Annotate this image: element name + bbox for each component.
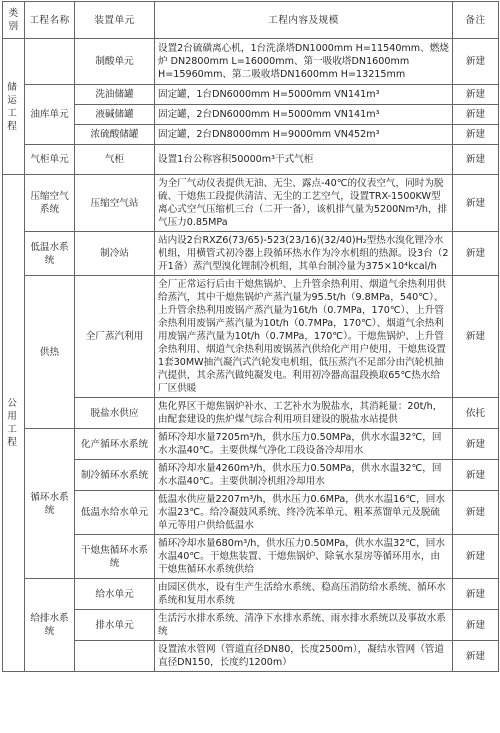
- note-cell: 新建: [453, 105, 499, 125]
- table-row: [3, 398, 499, 429]
- note-cell: 依托: [453, 398, 499, 429]
- note-cell: 新建: [453, 85, 499, 105]
- project-name-cell: 气柜单元: [25, 145, 75, 175]
- header-category: 类别: [3, 2, 25, 39]
- note-cell: 新建: [453, 641, 499, 672]
- content-cell: 焦化界区干熄焦锅炉补水、工艺补水为脱盐水，其消耗量：20t/h，由配套建设的焦炉煤气综合利用项目建设的脱盐水站提供: [155, 398, 453, 429]
- note-cell: 新建: [453, 125, 499, 145]
- unit-cell: 化产循环水系统: [75, 429, 155, 460]
- engineering-content-table: [2, 1, 499, 672]
- header-unit: 装置单元: [75, 2, 155, 39]
- content-cell: 固定罐，2台DN6000mm H=5000mm VN141m³: [155, 105, 453, 125]
- table-row: [3, 641, 499, 672]
- table-row: [3, 276, 499, 398]
- project-name-cell: 循环水系统: [25, 429, 75, 579]
- project-name-cell: 压缩空气系统: [25, 175, 75, 232]
- table-row: [3, 175, 499, 232]
- note-cell: 新建: [453, 39, 499, 85]
- note-cell: 新建: [453, 175, 499, 232]
- note-cell: 新建: [453, 232, 499, 276]
- header-project-name: 工程名称: [25, 2, 75, 39]
- content-cell: 低温水供应量2207m³/h，供水压力0.6MPa，供水水温16℃，回水水温23℃。给冷凝鼓风系统、终冷洗苯单元、粗苯蒸馏单元及脱硫单元等用户供给低温水: [155, 491, 453, 535]
- content-cell: 为全厂气动仪表提供无油、无尘、露点-40℃的仪表空气，同时为脱硫、干熄焦工段提供清洁、无尘的工艺空气，设置TRX-1500KW型离心式空气压缩机三台（二开一备），该机排气量为5200Nm³/h，排气压力0.85MPa: [155, 175, 453, 232]
- project-name-cell: 给排水系统: [25, 579, 75, 672]
- content-cell: 站内设2台RXZ6(73/65)-523(23/16)(32/40)H₂型热水溴化锂冷水机组，用横管式初冷器上段循环热水作为冷水机组的热源。设3台（2开1备）蒸汽型溴化锂制冷机组，其单台制冷量为375×10⁴kcal/h: [155, 232, 453, 276]
- unit-cell: 洗油储罐: [75, 85, 155, 105]
- note-cell: 新建: [453, 610, 499, 641]
- unit-cell: 气柜: [75, 145, 155, 175]
- note-cell: 新建: [453, 491, 499, 535]
- content-cell: 生活污水排水系统、清净下水排水系统、雨水排水系统以及事故水系统: [155, 610, 453, 641]
- table-row: [3, 85, 499, 105]
- note-cell: 新建: [453, 460, 499, 491]
- content-cell: 固定罐，1台DN6000mm H=5000mm VN141m³: [155, 85, 453, 105]
- project-name-cell: 供热: [25, 276, 75, 429]
- header-note: 备注: [453, 2, 499, 39]
- table-row: [3, 579, 499, 610]
- content-cell: 设置浓水管网（管道直径DN80，长度2500m），凝结水管网（管道直径DN150，长度约1200m）: [155, 641, 453, 672]
- unit-cell: 给水单元: [75, 579, 155, 610]
- note-cell: 新建: [453, 145, 499, 175]
- project-name-cell: 油库单元: [25, 85, 75, 145]
- note-cell: 新建: [453, 429, 499, 460]
- unit-cell: 浓硫酸储罐: [75, 125, 155, 145]
- unit-cell: [75, 641, 155, 672]
- table-row: [3, 145, 499, 175]
- table-row: [3, 535, 499, 579]
- unit-cell: 制冷循环水系统: [75, 460, 155, 491]
- category-cell: 储运工程: [3, 39, 25, 175]
- table-row: [3, 232, 499, 276]
- unit-cell: 液碱储罐: [75, 105, 155, 125]
- content-cell: 设置2台硫磺离心机，1台洗涤塔DN1000mm H=11540mm、燃烧炉 DN2800mm L=16000mm、第一吸收塔DN1600mm H=15960mm、第二吸收塔DN1600mm H=13215mm: [155, 39, 453, 85]
- table-row: [3, 491, 499, 535]
- header-content: 工程内容及规模: [155, 2, 453, 39]
- unit-cell: 干熄焦循环水系统: [75, 535, 155, 579]
- category-cell: 公用工程: [3, 175, 25, 672]
- note-cell: 新建: [453, 535, 499, 579]
- project-name-cell: 低温水系统: [25, 232, 75, 276]
- table-row: [3, 460, 499, 491]
- table-row: [3, 105, 499, 125]
- project-name-cell: [25, 39, 75, 85]
- content-cell: 循环冷却水量680m³/h，供水压力0.50MPa，供水水温32℃，回水水温40℃。干熄焦装置、干熄焦锅炉、除氧水泵房等循环用水，由干熄焦循环水系统供给: [155, 535, 453, 579]
- unit-cell: 排水单元: [75, 610, 155, 641]
- unit-cell: 制酸单元: [75, 39, 155, 85]
- table-row: [3, 610, 499, 641]
- unit-cell: 全厂蒸汽利用: [75, 276, 155, 398]
- table-row: [3, 125, 499, 145]
- content-cell: 全厂正常运行后由干熄焦锅炉、上升管余热利用、烟道气余热利用供给蒸汽，其中干熄焦锅炉产蒸汽量为95.5t/h（9.8MPa，540℃）、上升管余热利用废锅产蒸汽量为16t/h（0.7MPa，170℃）、上升管余热利用废锅产蒸汽量为10t/h（0.7MPa，170℃）、烟道气余热利用废锅产蒸汽量为10t/h（0.7MPa，170℃）。干熄焦锅炉、上升管余热利用、烟道气余热利用废锅蒸汽供给化产用户使用，干熄焦设置1套30MW抽汽凝汽式汽轮发电机组，低压蒸汽不足部分由汽轮机抽汽提供，其余蒸汽做纯凝发电。利用初冷器高温段换取65℃热水给厂区供暖: [155, 276, 453, 398]
- unit-cell: 制冷站: [75, 232, 155, 276]
- note-cell: 新建: [453, 579, 499, 610]
- content-cell: 固定罐，2台DN8000mm H=9000mm VN452m³: [155, 125, 453, 145]
- table-row: [3, 429, 499, 460]
- unit-cell: 压缩空气站: [75, 175, 155, 232]
- table-row: [3, 39, 499, 85]
- unit-cell: 脱盐水供应: [75, 398, 155, 429]
- content-cell: 由园区供水，设有生产生活给水系统、稳高压消防给水系统、循环水系统和复用水系统: [155, 579, 453, 610]
- unit-cell: 低温水给水单元: [75, 491, 155, 535]
- content-cell: 设置1台公称容积50000m³干式气柜: [155, 145, 453, 175]
- content-cell: 循环冷却水量7205m³/h，供水压力0.50MPa，供水水温32℃，回水水温40℃。主要供煤气净化工段设备冷却用水: [155, 429, 453, 460]
- content-cell: 循环冷却水量4260m³/h，供水压力0.50MPa，供水水温32℃，回水水温40℃。主要供制冷机组冷却用水: [155, 460, 453, 491]
- note-cell: 新建: [453, 276, 499, 398]
- table-header-row: [3, 2, 499, 39]
